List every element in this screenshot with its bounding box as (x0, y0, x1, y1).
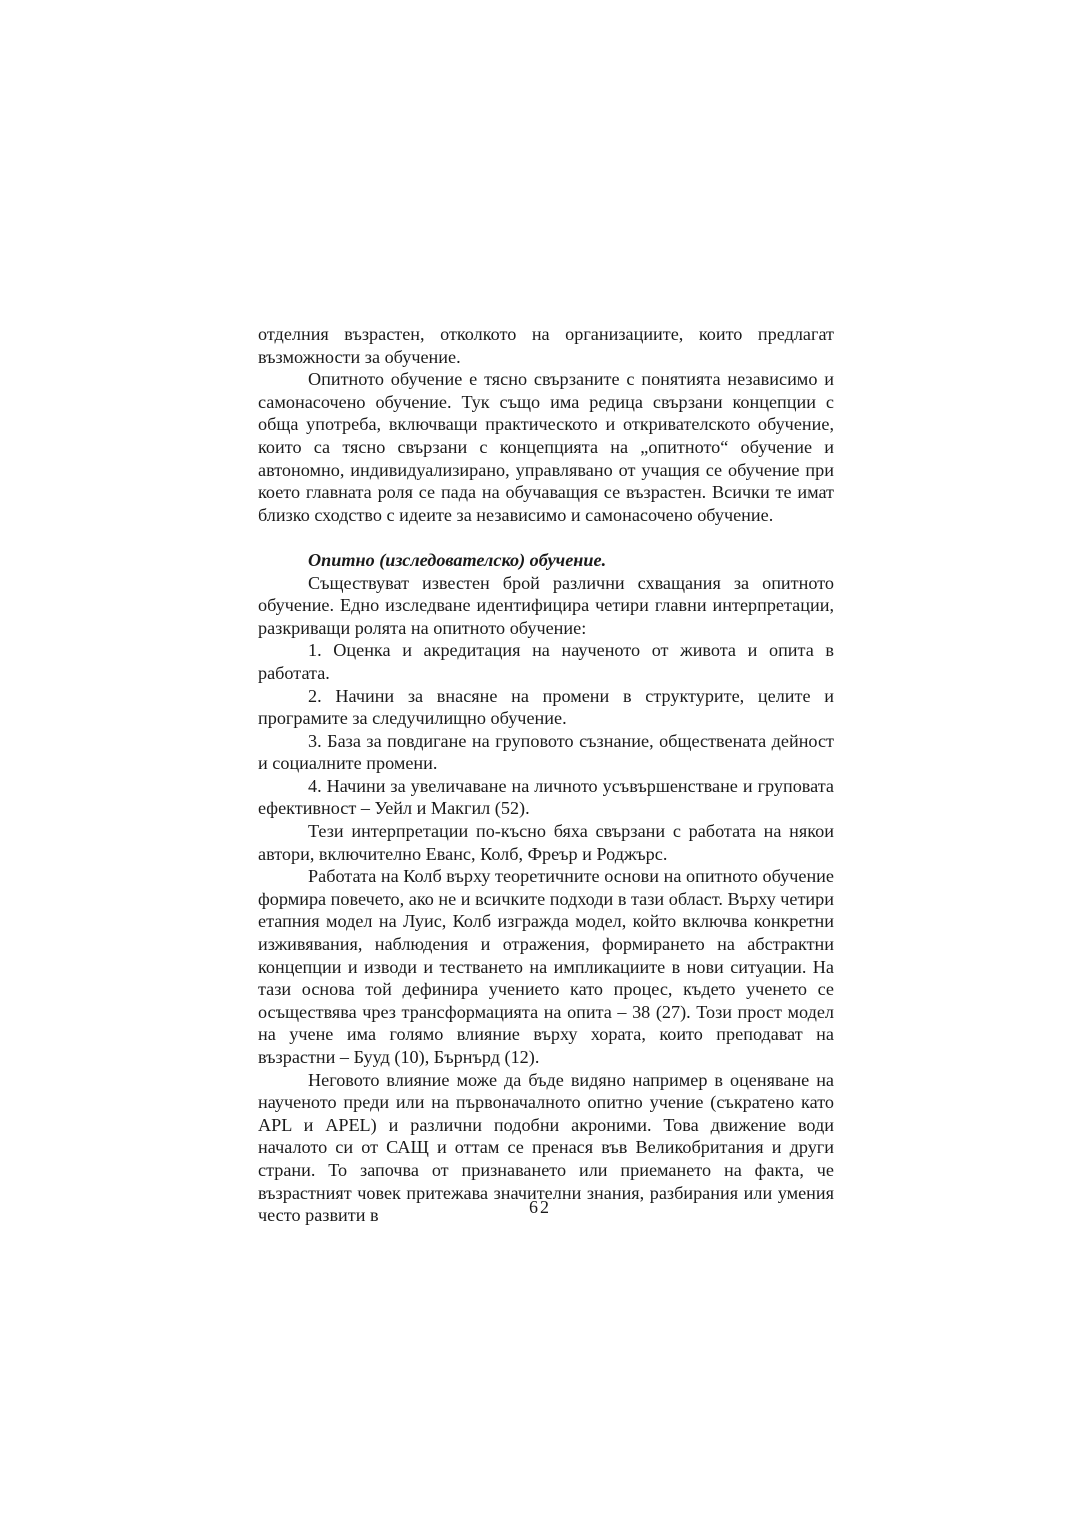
section-heading: Опитно (изследователско) обучение. (308, 549, 607, 570)
list-item-2: 2. Начини за внасяне на промени в структурите, целите и програмите за следучилищно обучение. (258, 685, 834, 729)
page-number: 62 (529, 1197, 551, 1217)
list-item-4: 4. Начини за увеличаване на личното усъвършенстване и груповата ефективност – Уейл и Макгил (52). (258, 775, 834, 819)
paragraph-influence: Неговото влияние може да бъде видяно например в оценяване на наученото преди или на първоначалното опитно учение (съкратено като APL и APEL) и различни подобни акроними. Това движение води началото си от САЩ и оттам се пренася във Великобритания и други страни. То започва от признаването или приемането на факта, че възрастният човек притежава значителни знания, разбирания или умения често развити в (258, 1069, 834, 1226)
paragraph-kolb: Работата на Колб върху теоретичните основи на опитното обучение формира повечето, ако не и всичките подходи в тази област. Върху четири етапния модел на Луис, Колб изгражда модел, който включва конкретни изживявания, наблюдения и отражения, формирането на абстрактни концепции и изводи и тестването на импликациите в нови ситуации. На тази основа той дефинира учението като процес, където ученето се осъществява чрез трансформацията на опита – 38 (27). Този прост модел на учене има голямо влияние върху хората, които преподават на възрастни – Бууд (10), Бърнърд (12). (258, 866, 834, 1067)
paragraph-authors: Тези интерпретации по-късно бяха свързани с работата на някои автори, включително Еванс, Колб, Фреър и Роджърс. (258, 821, 834, 864)
paragraph-continuation: отделния възрастен, отколкото на организациите, които предлагат възможности за обучение. (258, 324, 834, 367)
page-body (258, 323, 834, 1227)
list-item-1: 1. Оценка и акредитация на наученото от живота и опита в работата. (258, 640, 834, 683)
paragraph-experiential-learning: Опитното обучение е тясно свързаните с понятията независимо и самонасочено обучение. Тук също има редица свързани концепции с обща употреба, включващи практическото и откривателското обучение, които са тясно свързани с концепцията на „опитното“ обучение и автономно, индивидуализирано, управлявано от учащия се обучение при което главната роля се пада на обучаващия се възрастен. Всички те имат близко сходство с идеите за независимо и самонасочено обучение. (258, 369, 834, 525)
paragraph-interpretations: Съществуват известен брой различни схващания за опитното обучение. Едно изследване идентифицира четири главни интерпретации, разкриващи ролята на опитното обучение: (258, 572, 834, 638)
list-item-3: 3. База за повдигане на груповото съзнание, обществената дейност и социалните промени. (258, 730, 834, 774)
